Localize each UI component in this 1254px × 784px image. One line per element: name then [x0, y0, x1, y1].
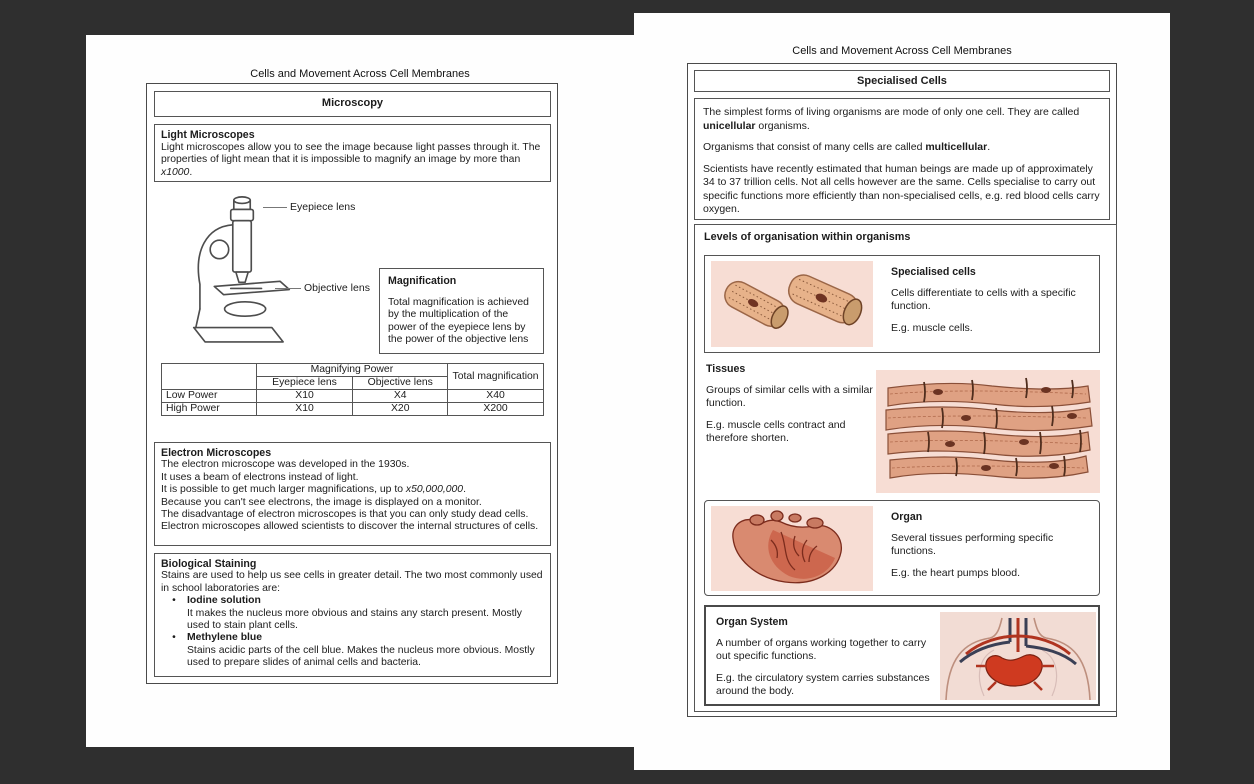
body-line: The disadvantage of electron microscopes is that you can only study dead cells. [161, 509, 529, 521]
cell: X10 [256, 390, 353, 403]
list-item [161, 595, 544, 632]
page-specialised-cells [634, 13, 1170, 770]
cell: X20 [353, 403, 448, 416]
card-body: Several tissues performing specific functions. [891, 531, 1054, 557]
card-title: Organ System [716, 616, 788, 628]
card-example: E.g. muscle cells. [891, 321, 973, 334]
card-body: Cells differentiate to cells with a specific function. [891, 286, 1076, 312]
card-body: A number of organs working together to carry out specific functions. [716, 636, 927, 662]
cell: X4 [353, 390, 448, 403]
cell: X40 [448, 390, 544, 403]
subheader-cell: Objective lens [353, 377, 448, 390]
levels-of-organisation-section [694, 224, 1117, 712]
blank-cell [162, 364, 257, 390]
section-intro: Stains are used to help us see cells in greater detail. The two most commonly used in school laboratories are: [161, 570, 543, 594]
cell: X10 [256, 403, 353, 416]
page-title: Specialised Cells [694, 70, 1110, 92]
microscopy-outer-box [146, 83, 558, 684]
document-header: Cells and Movement Across Cell Membranes [792, 45, 1012, 57]
card-body: Groups of similar cells with a similar function. [706, 383, 873, 409]
card-text [891, 511, 1091, 580]
body-line: It uses a beam of electrons instead of light. [161, 471, 359, 483]
stain-description: It makes the nucleus more obvious and stains any starch present. Mostly used to stain plant cells. [187, 607, 522, 632]
electron-microscopes-section [154, 442, 551, 546]
section-body [161, 142, 540, 178]
cell: X200 [448, 403, 544, 416]
table-row [162, 390, 544, 403]
section-title: Biological Staining [161, 558, 257, 570]
keyword-multicellular: multicellular [925, 141, 988, 153]
body-text: The simplest forms of living organisms are mode of only one cell. They are called [703, 106, 1080, 118]
stain-name: Methylene blue [187, 632, 263, 644]
eyepiece-pointer-line [263, 207, 287, 208]
page-microscopy [86, 35, 634, 747]
objective-label: Objective lens [304, 282, 370, 294]
card-example: E.g. the heart pumps blood. [891, 566, 1020, 579]
row-label: Low Power [162, 390, 257, 403]
biological-staining-section [154, 553, 551, 677]
keyword-unicellular: unicellular [703, 119, 756, 132]
body-text: . [463, 484, 466, 496]
list-item-content [187, 595, 544, 632]
organ-card [704, 500, 1100, 596]
box-body: Total magnification is achieved by the multiplication of the power of the eyepiece lens by the power of the objective lens [388, 296, 529, 346]
stain-description: Stains acidic parts of the cell blue. Makes the nucleus more obvious. Mostly used to prepare slides of animal cells and bacteria. [187, 644, 535, 669]
specialised-cells-outer-box [687, 63, 1117, 717]
specialised-cells-card [704, 255, 1100, 353]
heart-image [711, 506, 873, 591]
circulatory-system-image [940, 612, 1096, 700]
eyepiece-label: Eyepiece lens [290, 201, 356, 213]
section-title: Electron Microscopes [161, 447, 272, 459]
page-title: Microscopy [154, 91, 551, 117]
body-text: Light microscopes allow you to see the image because light passes through it. The properties of light mean that it is impossible to magnify an image by more than [161, 141, 541, 166]
list-item-content [187, 632, 544, 669]
body-line: Electron microscopes allowed scientists to discover the internal structures of cells. [161, 521, 539, 533]
row-label: High Power [162, 403, 257, 416]
list-item [161, 632, 544, 669]
card-title: Organ [891, 511, 923, 523]
microscope-illustration [183, 194, 299, 346]
intro-paragraph [703, 141, 1101, 155]
section-title: Light Microscopes [161, 129, 255, 141]
card-text [716, 616, 938, 699]
section-title: Levels of organisation within organisms [704, 231, 911, 243]
magnification-value: x50,000,000 [405, 484, 464, 496]
magnification-value: x1000 [161, 166, 190, 178]
body-text: It is possible to get much larger magnifications, up to [161, 484, 406, 496]
document-header: Cells and Movement Across Cell Membranes [250, 68, 470, 80]
intro-paragraph [703, 106, 1101, 133]
body-line [161, 484, 544, 496]
group-header-cell: Magnifying Power [256, 364, 447, 377]
bullet-icon [161, 595, 187, 632]
magnification-info-box [379, 268, 544, 354]
objective-pointer-line [275, 288, 301, 289]
tissues-text [706, 363, 876, 446]
box-title: Magnification [388, 275, 457, 287]
table-header-row [162, 364, 544, 377]
magnification-table [161, 363, 544, 416]
body-line: The electron microscope was developed in the 1930s. [161, 459, 410, 471]
total-header-cell: Total magnification [448, 364, 544, 390]
card-example: E.g. muscle cells contract and therefore shorten. [706, 418, 846, 444]
body-text: organisms. [755, 119, 810, 132]
intro-section [694, 98, 1110, 220]
card-title: Tissues [706, 363, 746, 375]
light-microscopes-section [154, 124, 551, 182]
stain-name: Iodine solution [187, 595, 261, 607]
body-text: . [189, 166, 193, 178]
card-text [891, 266, 1091, 335]
body-text: Organisms that consist of many cells are called [703, 141, 926, 153]
muscle-cells-image [711, 261, 873, 347]
intro-paragraph: Scientists have recently estimated that human beings are made up of approximately 34 to 37 trillion cells. Not all cells however are the same. Cells specialise to carry out specific functions more efficiently than non-specialised cells, e.g. red blood cells carry oxygen. [703, 162, 1100, 215]
bullet-icon [161, 632, 187, 669]
card-example: E.g. the circulatory system carries substances around the body. [716, 671, 930, 697]
body-text: . [987, 141, 991, 153]
subheader-cell: Eyepiece lens [256, 377, 353, 390]
card-title: Specialised cells [891, 266, 976, 278]
table-row [162, 403, 544, 416]
body-line: Because you can't see electrons, the image is displayed on a monitor. [161, 496, 482, 508]
muscle-tissue-image [876, 370, 1100, 493]
organ-system-card [704, 605, 1100, 706]
